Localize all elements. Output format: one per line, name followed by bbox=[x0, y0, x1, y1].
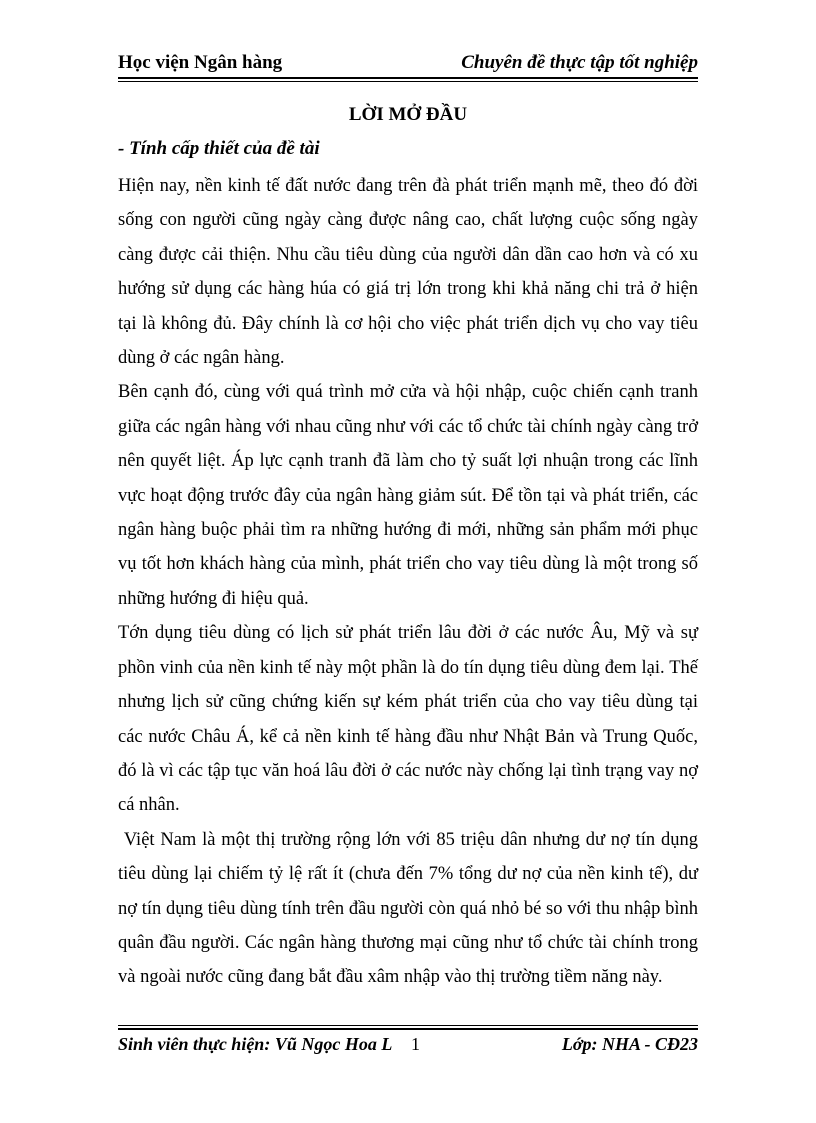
footer-rule-thin bbox=[118, 1025, 698, 1026]
paragraph: Việt Nam là một thị trường rộng lớn với 85 triệu dân nhưng dư nợ tín dụng tiêu dùng lại chiếm tỷ lệ rất ít (chưa đến 7% tổng dư nợ của nền kinh tế), dư nợ tín dụng tiêu dùng tính trên đầu người còn quá nhỏ bé so với thu nhập bình quân đầu người. Các ngân hàng thương mại cũng như tổ chức tài chính trong và ngoài nước cũng đang bắt đầu xâm nhập vào thị trường tiềm năng này. bbox=[118, 829, 703, 988]
paragraph: Hiện nay, nền kinh tế đất nước đang trên đà phát triển mạnh mẽ, theo đó đời sống con người cũng ngày càng được nâng cao, chất lượng cuộc sống ngày càng được cải thiện. Nhu cầu tiêu dùng của người dân dần cao hơn và có xu hướng sử dụng các hàng húa có giá trị lớn trong khi khả năng chi trả ở hiện tại là không đủ. Đây chính là cơ hội cho việc phát triển dịch vụ cho vay tiêu dùng ở các ngân hàng. bbox=[118, 176, 698, 369]
page-number: 1 bbox=[411, 1034, 420, 1054]
paragraph: Tớn dụng tiêu dùng có lịch sử phát triển lâu đời ở các nước Âu, Mỹ và sự phồn vinh của nền kinh tế này một phần là do tín dụng tiêu dùng đem lại. Thế nhưng lịch sử cũng chứng kiến sự kém phát triển của cho vay tiêu dùng tại các nước Châu Á, kể cả nền kinh tế hàng đầu như Nhật Bản và Trung Quốc, đó là vì các tập tục văn hoá lâu đời ở các nước này chống lại tình trạng vay nợ cá nhân. bbox=[118, 623, 698, 816]
student-name: Sinh viên thực hiện: Vũ Ngọc Hoa L bbox=[118, 1034, 393, 1054]
page-header bbox=[118, 52, 698, 76]
paragraph: Bên cạnh đó, cùng với quá trình mở cửa và hội nhập, cuộc chiến cạnh tranh giữa các ngân hàng với nhau cũng như với các tổ chức tài chính ngày càng trở nên quyết liệt. Áp lực cạnh tranh đã làm cho tỷ suất lợi nhuận trong các lĩnh vực hoạt động trước đây của ngân hàng giảm sút. Để tồn tại và phát triển, các ngân hàng buộc phải tìm ra những hướng đi mới, những sản phẩm mới phục vụ tốt hơn khách hàng của mình, phát triển cho vay tiêu dùng là một trong số những hướng đi hiệu quả. bbox=[118, 382, 698, 609]
header-rule-thick bbox=[118, 77, 698, 79]
page-footer bbox=[118, 1034, 698, 1056]
section-heading: - Tính cấp thiết của đề tài bbox=[118, 138, 320, 159]
class-name: Lớp: NHA - CĐ23 bbox=[561, 1034, 698, 1054]
header-rule-thin bbox=[118, 81, 698, 82]
report-type: Chuyên đề thực tập tốt nghiệp bbox=[461, 52, 698, 73]
footer-rule-thick bbox=[118, 1028, 698, 1030]
body-text bbox=[118, 169, 703, 995]
institution-name: Học viện Ngân hàng bbox=[118, 52, 283, 73]
page-title: LỜI MỞ ĐẦU bbox=[348, 104, 468, 125]
